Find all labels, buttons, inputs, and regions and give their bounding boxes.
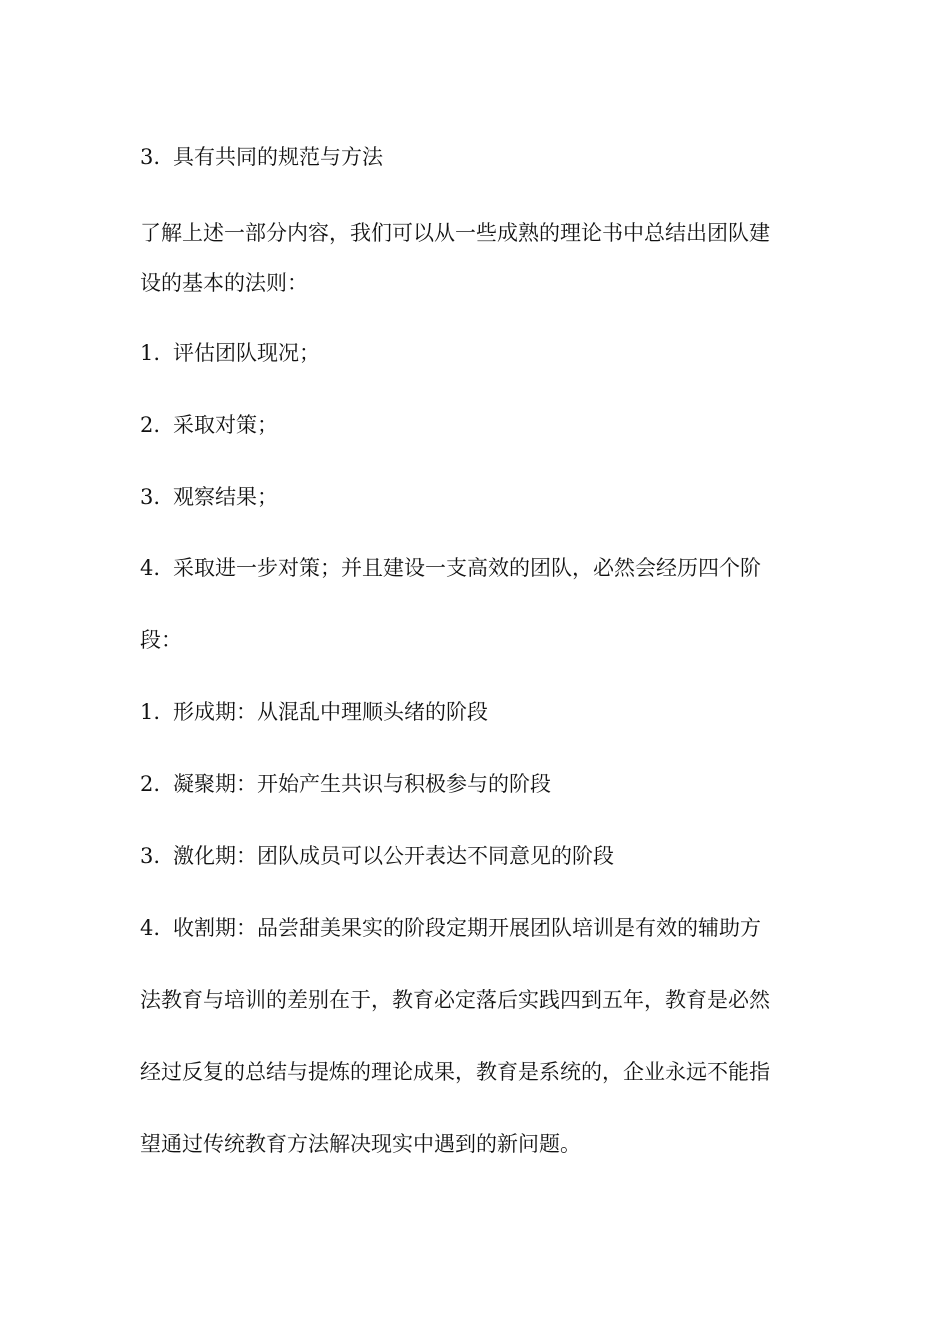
paragraph-text: 经过反复的总结与提炼的理论成果，教育是系统的，企业永远不能指 — [140, 1060, 770, 1084]
list-number: 3. — [140, 145, 161, 169]
list-text: 观察结果； — [173, 485, 278, 509]
list-text: 形成期：从混乱中理顺头绪的阶段 — [173, 700, 488, 724]
list-number: 2. — [140, 772, 161, 796]
list-item-further — [140, 553, 830, 583]
list-item-countermeasure — [140, 410, 830, 440]
list-number: 2. — [140, 413, 161, 437]
list-number: 1. — [140, 341, 161, 365]
list-number: 1. — [140, 700, 161, 724]
list-item-storming — [140, 841, 830, 871]
list-text: 采取对策； — [173, 413, 278, 437]
paragraph-line — [140, 985, 830, 1015]
paragraph-line — [140, 268, 830, 298]
list-item-forming — [140, 697, 830, 727]
paragraph-text: 设的基本的法则： — [140, 271, 308, 295]
list-item-norming — [140, 769, 830, 799]
list-item-harvest — [140, 913, 830, 943]
list-text: 具有共同的规范与方法 — [173, 145, 383, 169]
list-text: 采取进一步对策；并且建设一支高效的团队，必然会经历四个阶 — [173, 556, 761, 580]
list-number: 3. — [140, 485, 161, 509]
list-number: 4. — [140, 916, 161, 940]
paragraph-text: 了解上述一部分内容，我们可以从一些成熟的理论书中总结出团队建 — [140, 221, 770, 245]
paragraph-text: 望通过传统教育方法解决现实中遇到的新问题。 — [140, 1132, 581, 1156]
paragraph-line — [140, 1129, 830, 1159]
paragraph-line — [140, 218, 830, 248]
paragraph-line — [140, 1057, 830, 1087]
list-text: 激化期：团队成员可以公开表达不同意见的阶段 — [173, 844, 614, 868]
list-number: 4. — [140, 556, 161, 580]
list-text: 收割期：品尝甜美果实的阶段定期开展团队培训是有效的辅助方 — [173, 916, 761, 940]
list-item-observe — [140, 482, 830, 512]
paragraph-text: 段： — [140, 628, 182, 652]
paragraph-text: 法教育与培训的差别在于，教育必定落后实践四到五年，教育是必然 — [140, 988, 770, 1012]
list-item-norms — [140, 142, 830, 172]
list-text: 凝聚期：开始产生共识与积极参与的阶段 — [173, 772, 551, 796]
list-item-assess — [140, 338, 830, 368]
list-text: 评估团队现况； — [173, 341, 320, 365]
paragraph-line — [140, 625, 830, 655]
list-number: 3. — [140, 844, 161, 868]
